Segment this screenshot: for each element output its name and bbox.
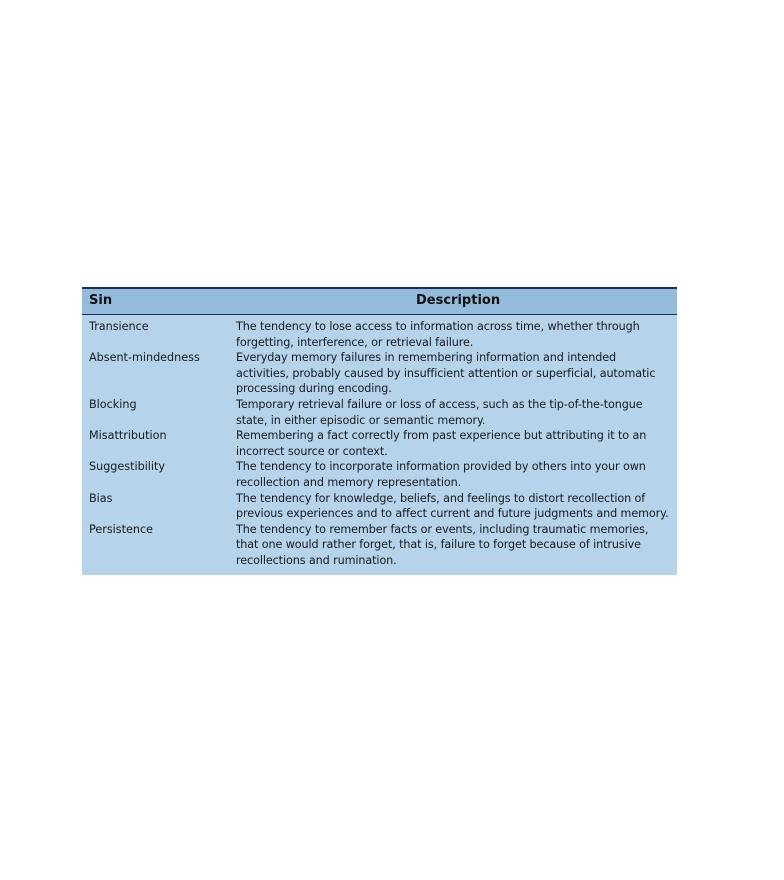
table-row — [82, 350, 677, 397]
table-header — [82, 289, 677, 315]
seven-sins-table — [82, 287, 677, 575]
sin-cell: Transience — [89, 320, 149, 333]
table-row — [82, 491, 677, 522]
description-cell: The tendency to incorporate information provided by others into your own recollection and memory representation. — [236, 460, 646, 489]
description-cell: The tendency to remember facts or events, including traumatic memories, that one would rather forget, that is, failure to forget because of intrusive recollections and rumination. — [236, 522, 649, 567]
sin-cell: Bias — [89, 491, 113, 505]
sin-cell: Blocking — [89, 397, 137, 411]
table-row — [82, 522, 677, 569]
table-row — [82, 428, 677, 459]
table-body — [82, 319, 677, 569]
header-sin: Sin — [89, 293, 113, 308]
description-cell: The tendency to lose access to information across time, whether through forgetting, interference, or retrieval failure. — [236, 320, 640, 349]
table-row — [82, 459, 677, 490]
header-description: Description — [416, 293, 501, 308]
description-cell: Remembering a fact correctly from past experience but attributing it to an incorrect source or context. — [236, 429, 647, 458]
sin-cell: Misattribution — [89, 429, 167, 443]
table-row — [82, 319, 677, 350]
sin-cell: Absent-mindedness — [89, 351, 200, 365]
sin-cell: Persistence — [89, 522, 153, 536]
description-cell: Temporary retrieval failure or loss of access, such as the tip-of-the-tongue state, in either episodic or semantic memory. — [236, 397, 643, 427]
description-cell: The tendency for knowledge, beliefs, and feelings to distort recollection of previous experiences and to affect current and future judgments and memory. — [236, 491, 669, 521]
table-row — [82, 397, 677, 428]
sin-cell: Suggestibility — [89, 460, 166, 474]
description-cell: Everyday memory failures in remembering information and intended activities, probably caused by insufficient attention or superficial, automatic processing during encoding. — [236, 351, 656, 396]
